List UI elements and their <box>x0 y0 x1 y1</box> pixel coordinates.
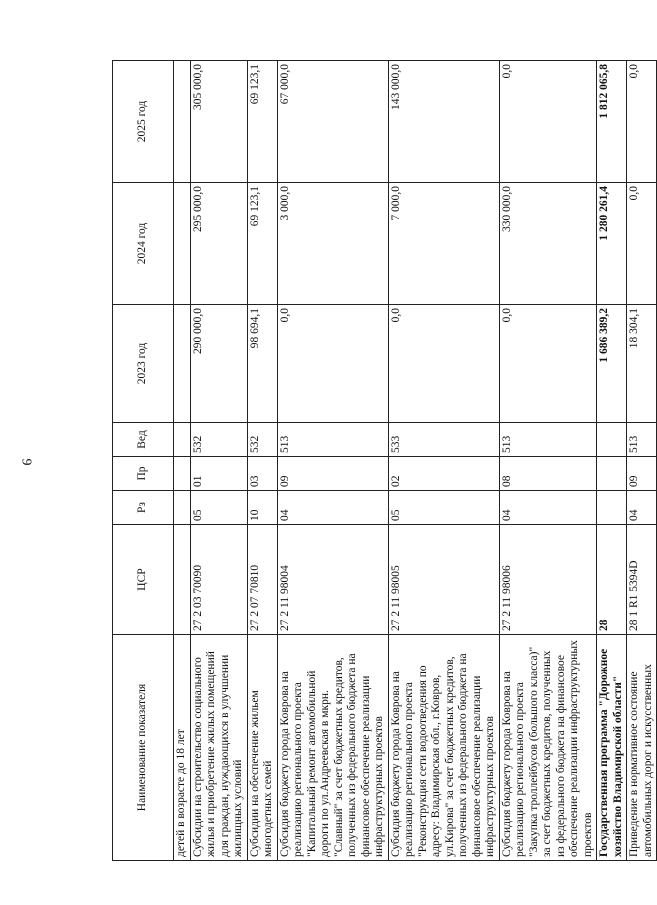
cell-2025: 305 000,0 <box>190 61 247 183</box>
cell-csr: 27 2 07 70810 <box>247 525 277 635</box>
table-row <box>277 61 388 861</box>
cell-csr: 28 <box>597 525 627 635</box>
cell-2023: 18 304,1 <box>627 305 657 423</box>
cell-ved <box>174 423 191 457</box>
cell-csr: 27 2 11 98005 <box>388 525 499 635</box>
cell-2024: 1 280 261,4 <box>597 183 627 305</box>
cell-csr: 27 2 11 98006 <box>499 525 597 635</box>
cell-csr: 27 2 11 98004 <box>277 525 388 635</box>
cell-2025 <box>174 61 191 183</box>
cell-2025: 0,0 <box>627 61 657 183</box>
cell-pr <box>174 457 191 491</box>
cell-2025: 0,0 <box>499 61 597 183</box>
cell-2025: 67 000,0 <box>277 61 388 183</box>
cell-2023: 98 694,1 <box>247 305 277 423</box>
cell-2023: 0,0 <box>277 305 388 423</box>
cell-ved: 513 <box>627 423 657 457</box>
budget-table <box>112 60 657 861</box>
cell-pr: 03 <box>247 457 277 491</box>
cell-pr: 09 <box>277 457 388 491</box>
cell-2023: 290 000,0 <box>190 305 247 423</box>
cell-csr <box>174 525 191 635</box>
cell-ved: 532 <box>247 423 277 457</box>
header-2024: 2024 год <box>113 183 174 305</box>
header-pr: Пр <box>113 457 174 491</box>
cell-2025: 69 123,1 <box>247 61 277 183</box>
cell-rz <box>174 491 191 525</box>
table-row <box>247 61 277 861</box>
cell-2024: 7 000,0 <box>388 183 499 305</box>
cell-name: Государственная программа "Дорожное хозяйство Владимирской области" <box>597 635 627 861</box>
table-header-row <box>113 61 174 861</box>
cell-name: детей в возрасте до 18 лет <box>174 635 191 861</box>
table-row <box>627 61 657 861</box>
header-2025: 2025 год <box>113 61 174 183</box>
table-row <box>174 61 191 861</box>
cell-2024: 0,0 <box>627 183 657 305</box>
cell-2024: 69 123,1 <box>247 183 277 305</box>
cell-2024 <box>174 183 191 305</box>
cell-name: Субсидия бюджету города Коврова на реализацию регионального проекта "Закупка троллейбусов (большого класса)" за счет бюджетных кредитов, полученных из федерального бюджета на финансовое обеспечение реализации инфраструктурных проектов <box>499 635 597 861</box>
cell-name: Приведение в нормативное состояние автомобильных дорог и искусственных <box>627 635 657 861</box>
cell-2023 <box>174 305 191 423</box>
cell-2025: 1 812 065,8 <box>597 61 627 183</box>
header-rz: Рз <box>113 491 174 525</box>
cell-pr: 09 <box>627 457 657 491</box>
cell-ved: 532 <box>190 423 247 457</box>
cell-csr: 28 1 R1 5394D <box>627 525 657 635</box>
cell-rz: 04 <box>627 491 657 525</box>
cell-rz <box>597 491 627 525</box>
cell-pr: 08 <box>499 457 597 491</box>
table-row <box>190 61 247 861</box>
table-row <box>388 61 499 861</box>
cell-rz: 05 <box>190 491 247 525</box>
cell-rz: 04 <box>499 491 597 525</box>
cell-2023: 0,0 <box>499 305 597 423</box>
rotated-table-container <box>112 61 654 861</box>
cell-2025: 143 000,0 <box>388 61 499 183</box>
cell-name: Субсидия бюджету города Коврова на реализацию регионального проекта "Капитальный ремонт автомобильной дороги по ул.Андреевская в мкрн. "Славный" за счет бюджетных кредитов, полученных из федерального бюджета на финансовое обеспечение реализации инфраструктурных проектов <box>277 635 388 861</box>
cell-rz: 10 <box>247 491 277 525</box>
header-csr: ЦСР <box>113 525 174 635</box>
cell-name: Субсидии на обеспечение жильем многодетных семей <box>247 635 277 861</box>
cell-pr <box>597 457 627 491</box>
table-row <box>597 61 627 861</box>
cell-rz: 05 <box>388 491 499 525</box>
cell-2024: 330 000,0 <box>499 183 597 305</box>
cell-name: Субсидии на строительство социального жилья и приобретение жилых помещений для граждан, нуждающихся в улучшении жилищных условий <box>190 635 247 861</box>
cell-ved: 513 <box>277 423 388 457</box>
cell-2023: 1 686 389,2 <box>597 305 627 423</box>
cell-2023: 0,0 <box>388 305 499 423</box>
cell-ved: 513 <box>499 423 597 457</box>
header-ved: Вед <box>113 423 174 457</box>
cell-rz: 04 <box>277 491 388 525</box>
cell-ved <box>597 423 627 457</box>
cell-2024: 295 000,0 <box>190 183 247 305</box>
cell-pr: 01 <box>190 457 247 491</box>
cell-csr: 27 2 03 70090 <box>190 525 247 635</box>
cell-name: Субсидия бюджету города Коврова на реализацию регионального проекта "Реконструкция сети водоотведения по адресу: Владимирская обл., г.Ковров, ул.Кирова" за счет бюджетных кредитов, полученных из федерального бюджета на финансовое обеспечение реализации инфраструктурных проектов <box>388 635 499 861</box>
cell-pr: 02 <box>388 457 499 491</box>
cell-2024: 3 000,0 <box>277 183 388 305</box>
header-name: Наименование показателя <box>113 635 174 861</box>
header-2023: 2023 год <box>113 305 174 423</box>
cell-ved: 533 <box>388 423 499 457</box>
page-number: 9 <box>18 458 33 466</box>
table-row <box>499 61 597 861</box>
